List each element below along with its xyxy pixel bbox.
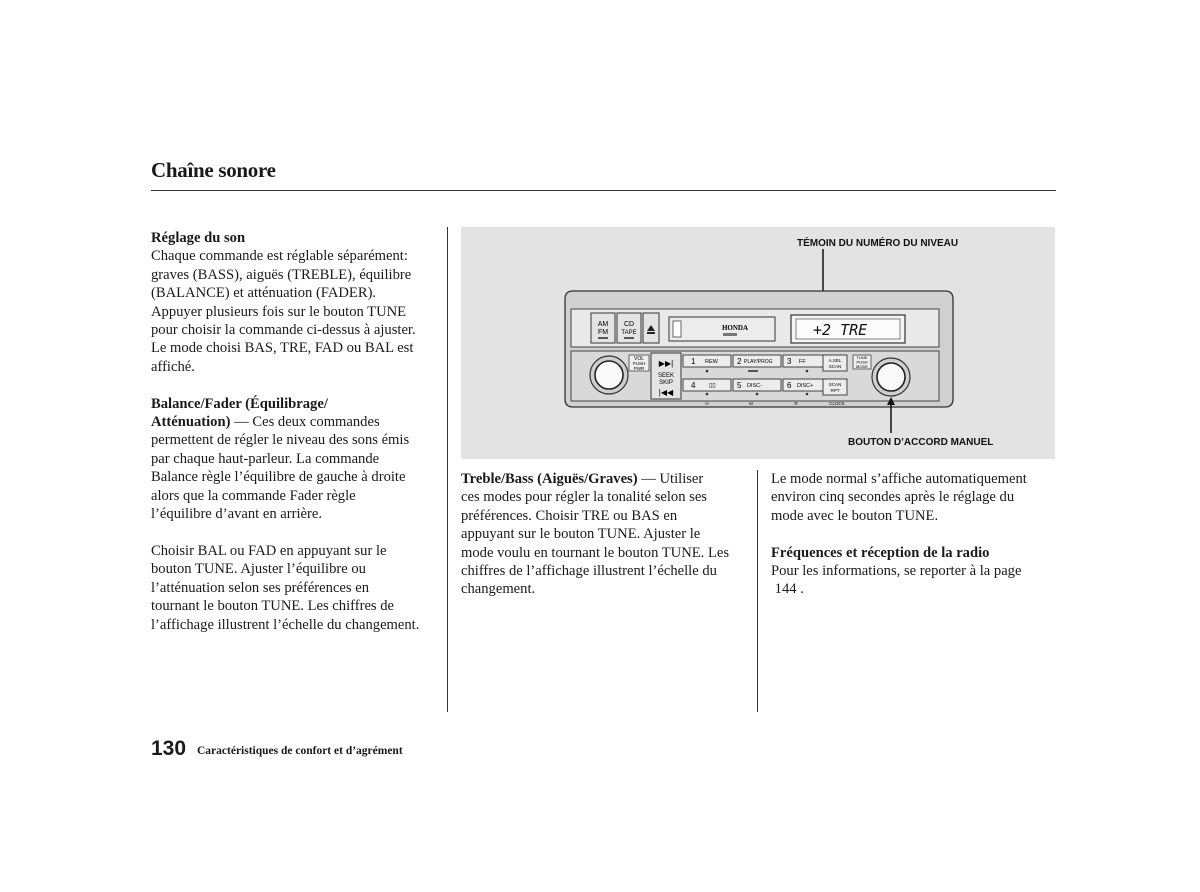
preset-3-number: 3 — [787, 357, 792, 366]
text-line: chiffres de l’affichage illustrent l’échelle du — [461, 563, 717, 580]
text-line: mode avec le bouton TUNE. — [771, 507, 939, 524]
radio-figure — [461, 227, 1055, 459]
heading-balance: Balance/Fader (Équilibrage/ — [151, 395, 328, 412]
text-line: alors que la commande Fader règle — [151, 487, 356, 504]
indicator-dot — [706, 370, 709, 373]
column-divider — [447, 227, 448, 712]
text-line: graves (BASS), aiguës (TREBLE), équilibre — [151, 266, 412, 283]
heading-attenuation: Atténuation) — [151, 414, 231, 431]
text-line: ces modes pour régler la tonalité selon ses — [461, 489, 707, 506]
preset-4-number: 4 — [691, 381, 696, 390]
tape-label: TAPE — [621, 330, 637, 336]
eject-icon-bar — [647, 332, 655, 334]
dolby-mark — [723, 333, 737, 336]
text-line: Balance règle l’équilibre de gauche à droite — [151, 469, 406, 486]
heading-reglage: Réglage du son — [151, 230, 246, 246]
indicator-light — [624, 337, 634, 339]
indicator-dot — [806, 370, 809, 373]
mode-label: MODE — [856, 364, 868, 369]
hour-label: H — [705, 401, 709, 406]
text-line: Le mode choisi BAS, TRE, FAD ou BAL est — [151, 340, 414, 357]
fm-label: FM — [597, 329, 609, 336]
tape-door — [673, 321, 681, 337]
indicator-dot — [756, 393, 759, 396]
label-tune-knob: BOUTON D’ACCORD MANUEL — [848, 437, 994, 448]
push-label: PUSH — [856, 359, 868, 365]
text-line: l’atténuation selon ses préférences en — [151, 579, 370, 596]
vol-label: VOL — [633, 356, 645, 362]
column-3 — [771, 470, 1061, 599]
preset-3-label: FF — [799, 359, 806, 365]
seek-label: SEEK — [657, 373, 675, 379]
text-line: l’équilibre d’avant en arrière. — [151, 506, 322, 523]
seek-forward-icon: ▶▶| — [658, 359, 674, 368]
text-line: par chaque haut-parleur. La commande — [151, 450, 380, 467]
text-line: environ cinq secondes après le réglage du — [771, 489, 1015, 506]
tune-label: TUNE — [856, 355, 868, 360]
cd-label: CD — [623, 321, 635, 328]
dolby-icon: ▯▯ — [709, 383, 716, 389]
skip-label: SKIP — [659, 380, 673, 386]
text-line: Appuyer plusieurs fois sur le bouton TUNE — [151, 303, 407, 320]
a-sel-sub-label: SCAN — [828, 364, 842, 369]
heading-treble-bass-line — [461, 470, 753, 488]
column-2 — [461, 470, 753, 599]
page-number: 130 — [151, 737, 187, 760]
text-line: permettent de régler le niveau des sons émis — [151, 432, 410, 449]
indicator-light — [598, 337, 608, 339]
indicator-bar — [748, 370, 758, 372]
text-line: appuyant sur le bouton TUNE. Ajuster le — [461, 526, 701, 543]
column-divider — [757, 470, 758, 712]
preset-2-number: 2 — [737, 357, 742, 366]
text-line: Choisir BAL ou FAD en appuyant sur le — [151, 542, 387, 559]
preset-6-label: DISC+ — [797, 383, 814, 389]
indicator-dot — [806, 393, 809, 396]
heading-balance-line2 — [151, 413, 441, 431]
label-level-indicator: TÉMOIN DU NUMÉRO DU NIVEAU — [797, 238, 959, 249]
indicator-dot — [706, 393, 709, 396]
scan-label: SCAN — [828, 382, 842, 387]
push-label: PUSH — [632, 361, 646, 366]
tune-knob[interactable] — [877, 363, 905, 391]
rpt-label: RPT — [830, 388, 840, 393]
am-label: AM — [597, 321, 609, 328]
heading-treble-bass: Treble/Bass (Aiguës/Graves) — [461, 471, 638, 487]
text-line: mode voulu en tournant le bouton TUNE. Les — [461, 544, 730, 561]
page-title: Chaîne sonore — [151, 158, 276, 182]
reset-label: R — [794, 401, 798, 406]
preset-1-label: REW — [705, 359, 718, 365]
text-line: Pour les informations, se reporter à la page — [771, 563, 1022, 580]
preset-5-label: DISC- — [747, 383, 762, 389]
page-reference-link[interactable]: 144 . — [771, 581, 804, 598]
preset-1-number: 1 — [691, 357, 696, 366]
text-line: changement. — [461, 581, 536, 598]
text-fragment: — Utiliser — [637, 471, 704, 487]
minute-label: M — [749, 401, 753, 406]
text-line: tournant le bouton TUNE. Les chiffres de — [151, 598, 395, 615]
text-line: (BALANCE) et atténuation (FADER). — [151, 285, 377, 302]
volume-knob[interactable] — [595, 361, 623, 389]
pwr-label: PWR — [633, 366, 645, 371]
text-line: Chaque commande est réglable séparément: — [151, 248, 408, 265]
heading-frequences: Fréquences et réception de la radio — [771, 544, 990, 561]
preset-5-number: 5 — [737, 381, 742, 390]
text-line: préférences. Choisir TRE ou BAS en — [461, 507, 678, 524]
text-line: pour choisir la commande ci-dessus à ajuster. — [151, 322, 416, 339]
radio-illustration — [461, 227, 1055, 459]
text-line: affiché. — [151, 358, 195, 375]
seek-back-icon: |◀◀ — [658, 388, 674, 397]
text-fragment: — Ces deux commandes — [230, 414, 380, 431]
preset-2-label: PLAY/PROG — [744, 359, 773, 365]
clock-label: CLOCK — [829, 401, 845, 406]
text-line: l’affichage illustrent l’échelle du changement. — [151, 616, 420, 633]
display-readout: +2 TRE — [813, 321, 868, 339]
title-rule — [151, 190, 1056, 191]
brand-logo: HONDA — [721, 324, 749, 332]
column-1 — [151, 229, 441, 634]
section-title: Caractéristiques de confort et d’agrément — [197, 745, 403, 757]
a-sel-label: A.SEL — [828, 358, 842, 363]
text-line: bouton TUNE. Ajuster l’équilibre ou — [151, 561, 366, 578]
text-line: Le mode normal s’affiche automatiquement — [771, 471, 1027, 487]
preset-6-number: 6 — [787, 381, 792, 390]
